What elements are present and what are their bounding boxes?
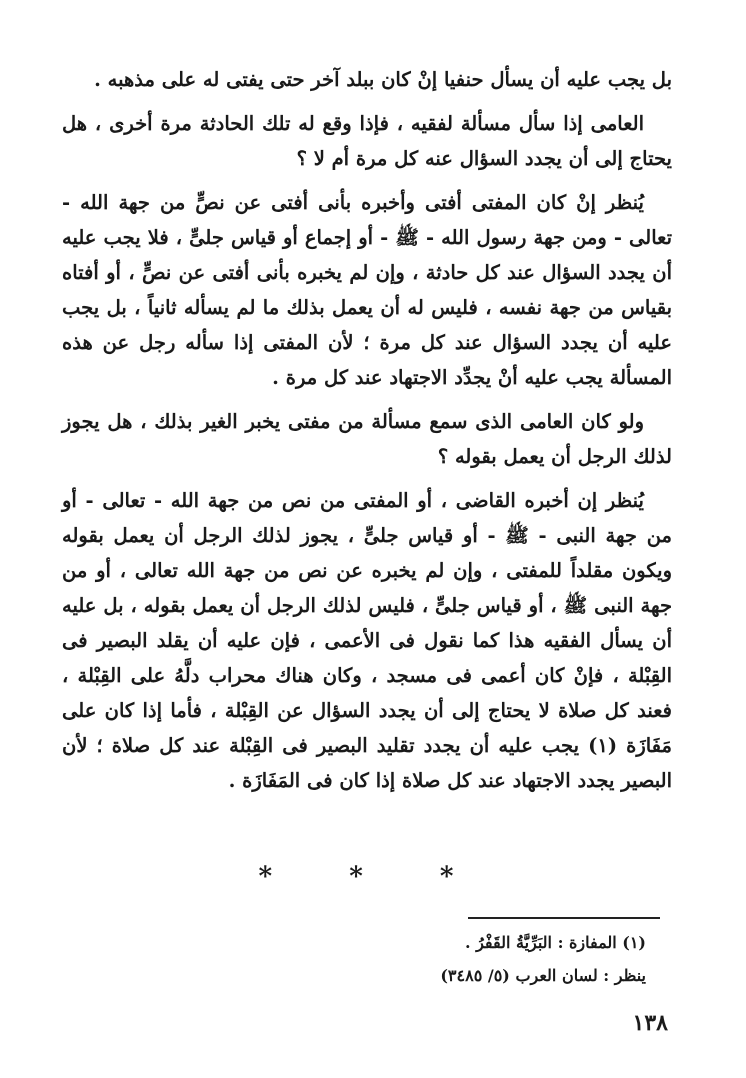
paragraph-2: العامى إذا سأل مسألة لفقيه ، فإذا وقع له تلك الحادثة مرة أخرى ، هل يحتاج إلى أن يجدد السؤال عنه كل مرة أم لا ؟ (62, 112, 672, 170)
footnotes (106, 926, 646, 992)
footnote-rule (468, 917, 660, 919)
footnote-reference: ينظر : لسان العرب (٥/ ٣٤٨٥) (440, 966, 646, 985)
paragraph-1: بل يجب عليه أن يسأل حنفيا إنْ كان ببلد آخر حتى يفتى له على مذهبه . (94, 68, 672, 91)
paragraph-3: يُنظر إنْ كان المفتى أفتى وأخبره بأنى أفتى عن نصٍّ من جهة الله - تعالى - ومن جهة رسول الله - ﷺ - أو إجماع أو قياس جلىٍّ ، فلا يجب عليه أن يجدد السؤال عند كل حادثة ، وإن لم يخبره بأنى أفتى عن نصٍّ ، أو أفتاه بقياس من جهة نفسه ، فليس له أن يعمل بذلك ما لم يسأله ثانياً ، بل يجب عليه أن يجدد السؤال عند كل مرة ؛ لأن المفتى إذا سأله رجل عن هذه المسألة يجب عليه أنْ يجدِّد الاجتهاد عند كل مرة . (62, 191, 672, 389)
paragraph-4: ولو كان العامى الذى سمع مسألة من مفتى يخبر الغير بذلك ، هل يجوز لذلك الرجل أن يعمل بقوله ؟ (62, 410, 672, 468)
footnote-1: (١) المفازة : البَرِّيَّةُ القَفْرُ . (464, 933, 646, 952)
paragraph-5: يُنظر إن أخبره القاضى ، أو المفتى من نص من جهة الله - تعالى - أو من جهة النبى - ﷺ - أو قياس جلىٍّ ، يجوز لذلك الرجل أن يعمل بقوله ويكون مقلداً للمفتى ، وإن لم يخبره عن نص من جهة الله تعالى ، أو من جهة النبى ﷺ ، أو قياس جلىٍّ ، فليس لذلك الرجل أن يعمل بقوله ، بل عليه أن يسأل الفقيه هذا كما نقول فى الأعمى ، فإن عليه أن يقلد البصير فى القِبْلة ، فإنْ كان أعمى فى مسجد ، وكان هناك محراب دلَّهُ على القِبْلة ، فعند كل صلاة لا يحتاج إلى أن يجدد السؤال عن القِبْلة ، فأما إذا كان على مَفَازَة (١) يجب عليه أن يجدد تقليد البصير فى القِبْلة عند كل صلاة ؛ لأن البصير يجدد الاجتهاد عند كل صلاة إذا كان فى المَفَازَة . (62, 489, 672, 792)
section-separator: * * * (258, 862, 488, 892)
page-body (62, 62, 672, 807)
page-number: ١٣٨ (632, 1010, 668, 1036)
